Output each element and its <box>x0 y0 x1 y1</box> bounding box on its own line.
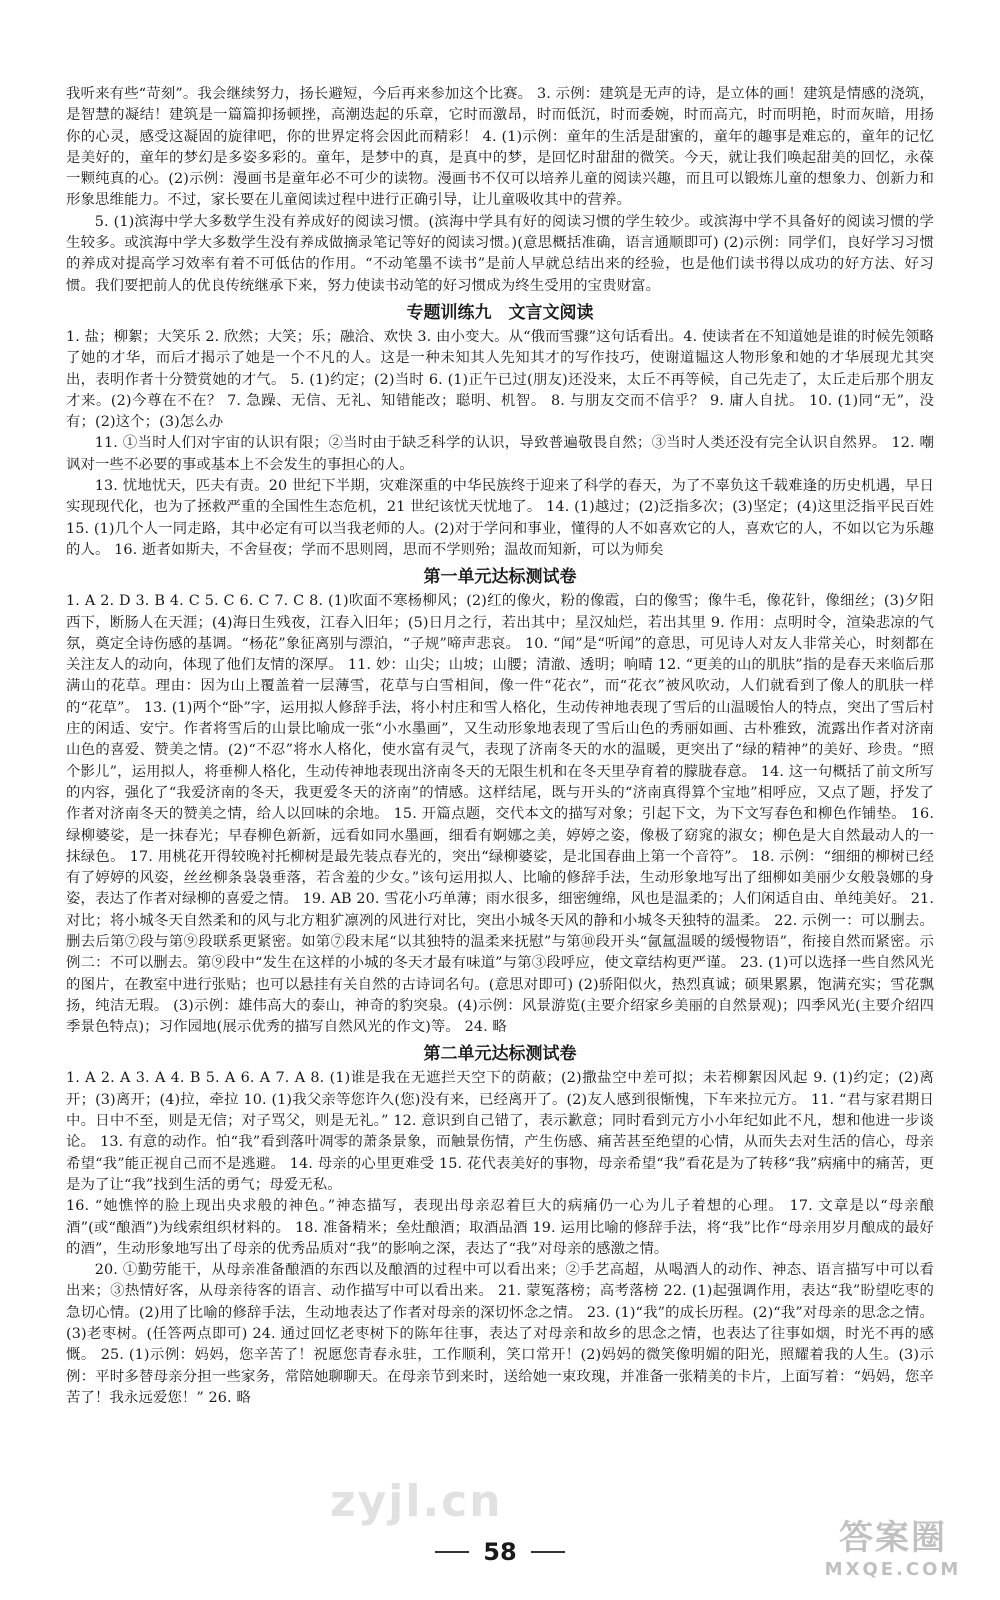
answer-page-body <box>66 84 934 1409</box>
footer-dash-left <box>435 1551 469 1553</box>
answer-paragraph: 16. “她憔悴的脸上现出央求般的神色。”神态描写，表现出母亲忍着巨大的病痛仍一心为儿子着想的心理。 17. 文章是以“母亲酿酒”(或“酿酒”)为线索组织材料的。 18. 准备精米；垒灶酿酒；取酒品酒 19. 运用比喻的修辞手法，将“我”比作“母亲用岁月酿成的最好的酒”，生动形象地写出了母亲的优秀品质对“我”的影响之深，表达了“我”对母亲的感激之情。 <box>66 1198 934 1257</box>
section-heading: 第一单元达标测试卷 <box>423 567 577 588</box>
watermark-mxqe-domain: MXQE.COM <box>824 1559 962 1580</box>
answer-paragraph: 1. 盐；柳絮；大笑乐 2. 欣然；大笑；乐；融洽、欢快 3. 由小变大。从“俄而雪骤”这句话看出。4. 使读者在不知道她是谁的时候先领略了她的才华，而后才揭示了她是一个不凡的人。这是一种未知其人先知其才的写作技巧，使谢道韫这人物形象和她的才华展现尤其突出，表明作者十分赞赏她的才气。 5. (1)约定；(2)当时 6. (1)正午已过(朋友)还没来，太丘不再等候，自己先走了，太丘走后那个朋友才来。(2)今尊在不在？ 7. 急躁、无信、无礼、知错能改；聪明、机智。 8. 与朋友交而不信乎？ 9. 庸人自扰。 10. (1)同“无”，没有；(2)这个；(3)怎么办 <box>66 328 934 431</box>
footer-dash-right <box>531 1551 565 1553</box>
watermark-mxqe <box>808 1510 978 1580</box>
answer-paragraph: 11. ①当时人们对宇宙的认识有限；②当时由于缺乏科学的认识，导致普遍敬畏自然；③当时人类还没有完全认识自然界。 12. 嘲讽对一些不必要的事或基本上不会发生的事担心的人。 <box>66 435 934 473</box>
watermark-zyjl: zyjl.cn <box>330 1476 503 1527</box>
answer-paragraph: 我听来有些“苛刻”。我会继续努力，扬长避短，今后再来参加这个比赛。 3. 示例：建筑是无声的诗，是立体的画！建筑是情感的浇筑，是智慧的凝结！建筑是一篇篇抑扬顿挫，高潮迭起的乐章，它时而激昂，时而低沉，时而委婉，时而高亢，时而明艳，时而灰暗，用扬你的心灵，感受这凝固的旋律吧，你的世界定将会因此而精彩！ 4. (1)示例：童年的生活是甜蜜的，童年的趣事是难忘的，童年的记忆是美好的，童年的梦幻是多姿多彩的。童年，是梦中的真，是真中的梦，是回忆时甜甜的微笑。今天，就让我们唤起甜美的回忆，永葆一颗纯真的心。(2)示例：漫画书是童年必不可少的读物。漫画书不仅可以培养儿童的阅读兴趣，而且可以锻炼儿童的想象力、创新力和形象思维能力。不过，家长要在儿童阅读过程中进行正确引导，让儿童吸收其中的营养。 <box>66 86 934 209</box>
watermark-mxqe-title: 答案圈 <box>839 1518 947 1558</box>
answer-paragraph: 5. (1)滨海中学大多数学生没有养成好的阅读习惯。(滨海中学具有好的阅读习惯的学生较少。或滨海中学不具备好的阅读习惯的学生较多。或滨海中学大多数学生没有养成做摘录笔记等好的阅读习惯。)(意思概括准确，语言通顺即可) (2)示例：同学们，良好学习习惯的养成对提高学习效率有着不可低估的作用。“不动笔墨不读书”是前人早就总结出来的经验，也是他们读书得以成功的好方法、好习惯。我们要把前人的优良传统继承下来，努力使读书动笔的好习惯成为终生受用的宝贵财富。 <box>66 213 934 294</box>
page-number: 58 <box>483 1538 517 1566</box>
answer-paragraph: 13. 忧地忧天，匹夫有责。20 世纪下半期，灾难深重的中华民族终于迎来了科学的春天，为了不辜负这千载难逢的历史机遇，早日实现现代化，也为了拯救严重的全国性生态危机，21 世纪该忧天忧地了。 14. (1)越过；(2)泛指多次；(3)坚定；(4)这里泛指平民百姓 15. (1)几个人一同走路，其中必定有可以当我老师的人。(2)对于学问和事业，懂得的人不如喜欢它的人，喜欢它的人，不如以它为乐趣的人。 16. 逝者如斯夫，不舍昼夜；学而不思则罔，思而不学则殆；温故而知新，可以为师矣 <box>66 478 934 558</box>
answer-paragraph: 1. A 2. A 3. A 4. B 5. A 6. A 7. A 8. (1)谁是我在无遮拦天空下的荫蔽；(2)撒盐空中差可拟；未若柳絮因风起 9. (1)约定；(2)离开；(3)离开；(4)拉，牵拉 10. (1)我父亲等您许久(您)没有来，已经离开了。(2)友人感到很惭愧，下车来拉元方。 11. “君与家君期日中。日中不至，则是无信；对子骂父，则是无礼。” 12. 意识到自己错了，表示歉意；同时看到元方小小年纪如此不凡，想和他进一步谈论。 13. 有意的动作。怕“我”看到落叶凋零的萧条景象，而触景伤情，产生伤感、痛苦甚至绝望的心情，从而失去对生活的信心，母亲希望“我”能正视自己而不是逃避。 14. 母亲的心里更难受 15. 花代表美好的事物，母亲希望“我”看花是为了转移“我”病痛中的痛苦，更是为了让“我”找到生活的勇气；母爱无私。 <box>66 1070 934 1193</box>
section-heading: 第二单元达标测试卷 <box>423 1044 577 1065</box>
section-heading: 专题训练九 文言文阅读 <box>406 302 594 323</box>
answer-paragraph: 20. ①勤劳能干，从母亲准备酿酒的东西以及酿酒的过程中可以看出来；②手艺高超，从喝酒人的动作、神态、语言描写中可以看出来；③热情好客，从母亲待客的语言、动作描写中可以看出来。 21. 蒙冤落榜；高考落榜 22. (1)起强调作用，表达“我”盼望吃枣的急切心情。(2)用了比喻的修辞手法，生动地表达了作者对母亲的深切怀念之情。 23. (1)“我”的成长历程。(2)“我”对母亲的思念之情。(3)老枣树。(任答两点即可) 24. 通过回忆老枣树下的陈年往事，表达了对母亲和故乡的思念之情，也表达了往事如烟，时光不再的感慨。 25. (1)示例：妈妈，您辛苦了！祝愿您青春永驻，工作顺利，笑口常开！(2)妈妈的微笑像明媚的阳光，照耀着我的人生。(3)示例：平时多替母亲分担一些家务，常陪她聊聊天。在母亲节到来时，送给她一束玫瑰，并准备一张精美的卡片，上面写着：“妈妈，您辛苦了！我永远爱您！” 26. 略 <box>66 1262 934 1406</box>
answer-paragraph: 1. A 2. D 3. B 4. C 5. C 6. C 7. C 8. (1)吹面不寒杨柳风；(2)红的像火，粉的像霞，白的像雪；像牛毛，像花针，像细丝；(3)夕阳西下，断肠人在天涯；(4)海日生残夜，江春入旧年；(5)日月之行，若出其中；星汉灿烂，若出其里 9. 作用：点明时令，渲染悲凉的气氛，奠定全诗伤感的基调。“杨花”象征离别与漂泊，“子规”啼声悲哀。 10. “闻”是“听闻”的意思，可见诗人对友人非常关心，时刻都在关注友人的动向，体现了他们友情的深厚。 11. 妙：山尖；山坡；山腰；清澈、透明；响晴 12. “更美的山的肌肤”指的是春天来临后那满山的花草。理由：因为山上覆盖着一层薄雪，花草与白雪相间，像一件“花衣”，而“花衣”被风吹动，人们就看到了像人的肌肤一样的“花草”。 13. (1)两个“卧”字，运用拟人修辞手法，将小村庄和雪人格化，生动传神地表现了雪后的山温暖怡人的特点，突出了雪后村庄的闲适、安宁。作者将雪后的山景比喻成一张“小水墨画”，又生动形象地表现了雪后山色的秀丽如画、古朴雅致，流露出作者对济南山色的喜爱、赞美之情。(2)“不忍”将水人格化，使水富有灵气，表现了济南冬天的水的温暖，更突出了“绿的精神”的美好、珍贵。“照个影儿”，运用拟人，将垂柳人格化，生动传神地表现出济南冬天的无限生机和在冬天里孕育着的朦胧春意。 14. 这一句概括了前文所写的内容，强化了“我爱济南的冬天，我更爱冬天的济南”的情感。这样结尾，既与开头的“济南真得算个宝地”相呼应，又点了题，抒发了作者对济南冬天的赞美之情，给人以回味的余地。 15. 开篇点题，交代本文的描写对象；引起下文，为下文写春色和柳色作铺垫。 16. 绿柳婆娑，是一抹春光；早春柳色新新，远看如同水墨画，细看有婀娜之美，婷婷之姿，像极了窈窕的淑女；柳色是大自然最动人的一抹绿色。 17. 用桃花开得较晚衬托柳树是最先装点春光的，突出“绿柳婆娑，是北国春曲上第一个音符”。 18. 示例：“细细的柳树已经有了婷婷的风姿，丝丝柳条袅袅垂落，若含羞的少女。”该句运用拟人、比喻的修辞手法，生动形象地写出了细柳如美丽少女般袅娜的身姿，表达了作者对绿柳的喜爱之情。 19. AB 20. 雪花小巧单薄；雨水很多，细密缠绵，风也是温柔的；人们闲适自由、单纯美好。 21. 对比；将小城冬天自然柔和的风与北方粗犷凛冽的风进行对比，突出小城冬天风的静和小城冬天独特的温柔。 22. 示例一：可以删去。删去后第⑦段与第⑨段联系更紧密。如第⑦段末尾“以其独特的温柔来抚慰”与第⑩段开头“氤氲温暖的缓慢物语”，衔接自然而紧密。示例二：不可以删去。第⑨段中“发生在这样的小城的冬天才最有味道”与第③段呼应，使文章结构更严谨。 23. (1)可以选择一些自然风光的图片，在教室中进行张贴；也可以悬挂有关自然的古诗词名句。(意思对即可) (2)骄阳似火，热烈真诚；硕果累累，饱满充实；雪花飘扬，纯洁无瑕。 (3)示例：雄伟高大的泰山，神奇的豹突泉。(4)示例：风景游览(主要介绍家乡美丽的自然景观)；四季风光(主要介绍四季景色特点)；习作园地(展示优秀的描写自然风光的作文)等。 24. 略 <box>66 593 934 1036</box>
